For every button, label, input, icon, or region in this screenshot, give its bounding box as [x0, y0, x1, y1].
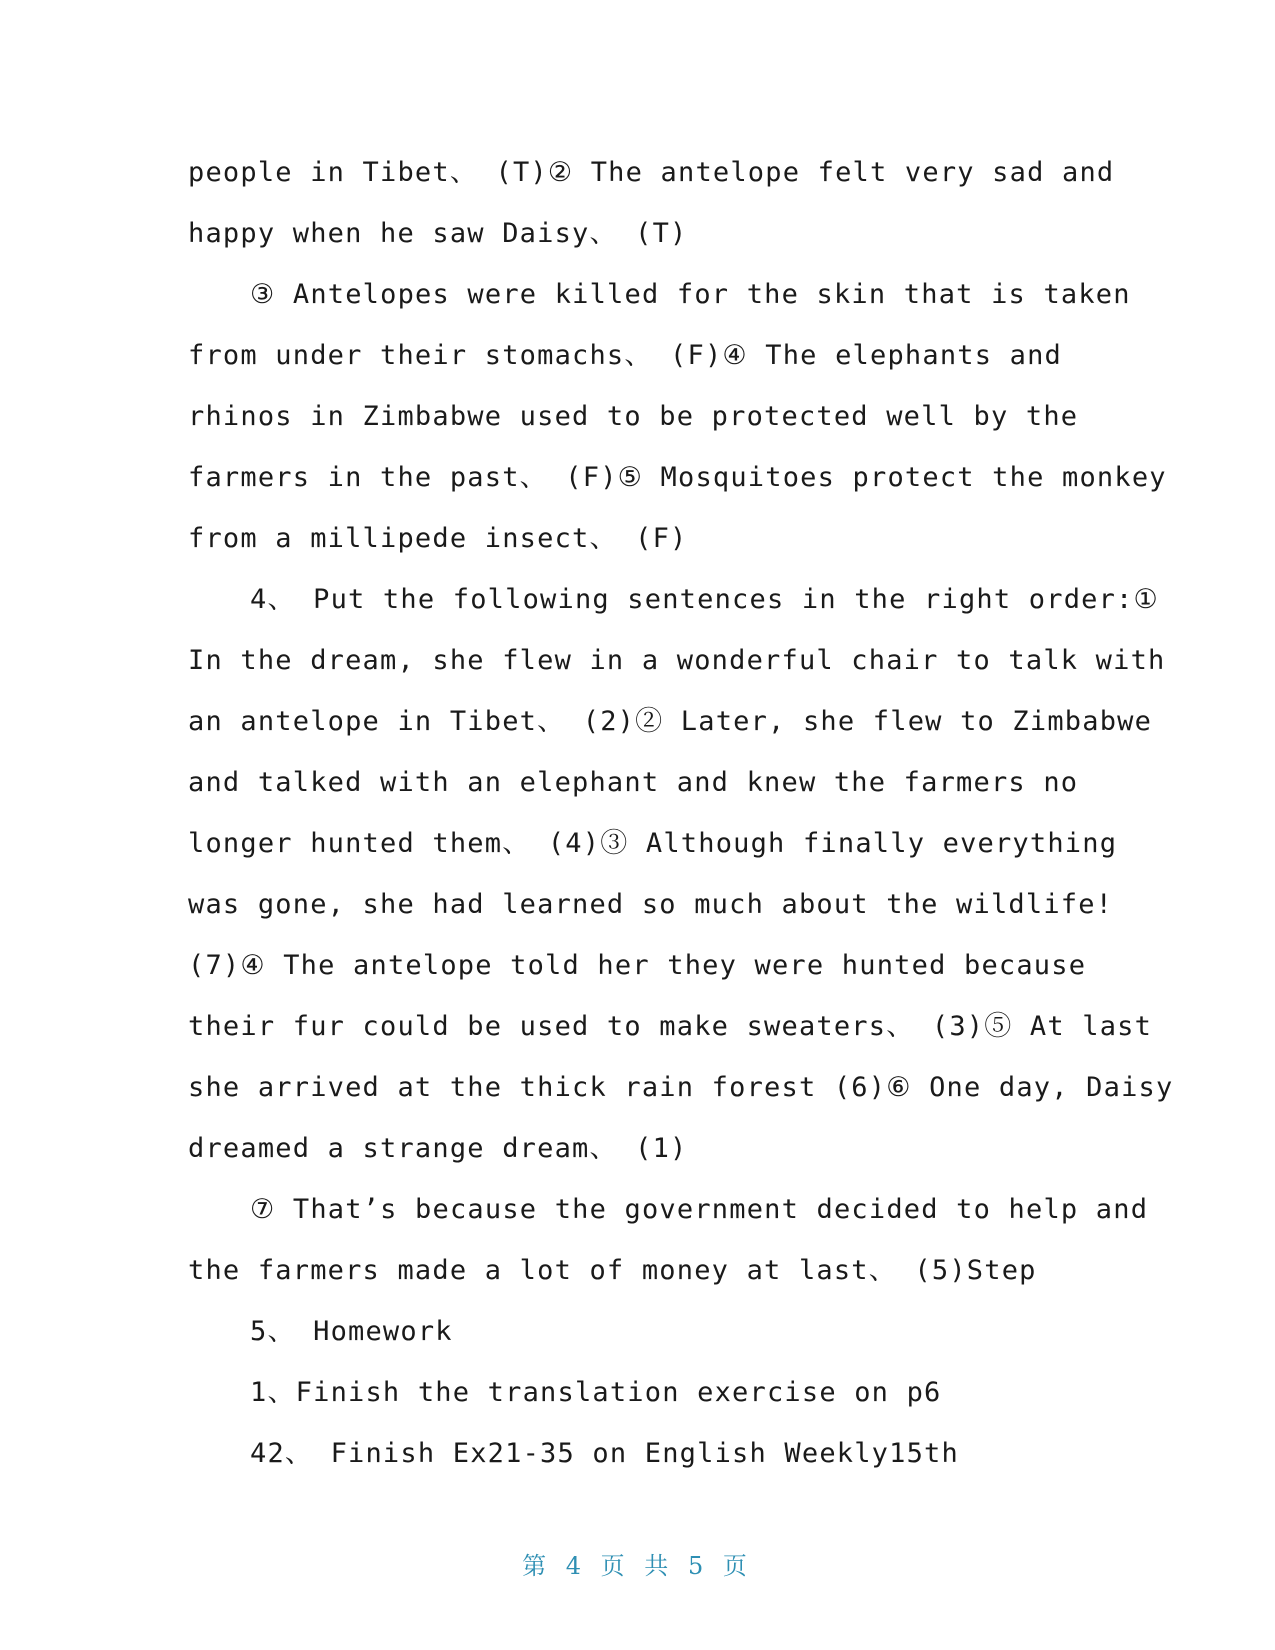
text-line: ③ Antelopes were killed for the skin that is taken: [250, 279, 1131, 310]
text-line: was gone, she had learned so much about the wildlife!: [188, 889, 1114, 920]
text-line: 1、Finish the translation exercise on p6: [250, 1377, 942, 1408]
text-line: happy when he saw Daisy、 (T): [188, 218, 688, 249]
page-number-footer: 第 4 页 共 5 页: [522, 1552, 753, 1580]
text-line: from a millipede insect、 (F): [188, 523, 688, 554]
text-line: 5、 Homework: [250, 1316, 453, 1347]
text-line: the farmers made a lot of money at last、 (5)Step: [188, 1255, 1037, 1286]
text-line: people in Tibet、 (T)② The antelope felt very sad and: [188, 157, 1115, 188]
text-line: farmers in the past、 (F)⑤ Mosquitoes protect the monkey: [188, 462, 1167, 493]
text-line: their fur could be used to make sweaters、 (3)⑤ At last: [188, 1011, 1153, 1042]
text-line: 4、 Put the following sentences in the right order:①: [250, 584, 1159, 615]
document-body: [188, 142, 1174, 1484]
text-line: and talked with an elephant and knew the farmers no: [188, 767, 1079, 798]
text-line: rhinos in Zimbabwe used to be protected well by the: [188, 401, 1079, 432]
text-line: dreamed a strange dream、 (1): [188, 1133, 688, 1164]
text-line: from under their stomachs、 (F)④ The elephants and: [188, 340, 1063, 371]
text-line: In the dream, she flew in a wonderful chair to talk with: [188, 645, 1166, 676]
text-line: (7)④ The antelope told her they were hunted because: [188, 950, 1087, 981]
text-line: ⑦ That’s because the government decided to help and: [250, 1194, 1149, 1225]
text-line: she arrived at the thick rain forest (6)⑥ One day, Daisy: [188, 1072, 1174, 1103]
text-line: an antelope in Tibet、 (2)② Later, she flew to Zimbabwe: [188, 706, 1153, 737]
text-line: 42、 Finish Ex21-35 on English Weekly15th: [250, 1438, 959, 1469]
text-line: longer hunted them、 (4)③ Although finally everything: [188, 828, 1118, 859]
